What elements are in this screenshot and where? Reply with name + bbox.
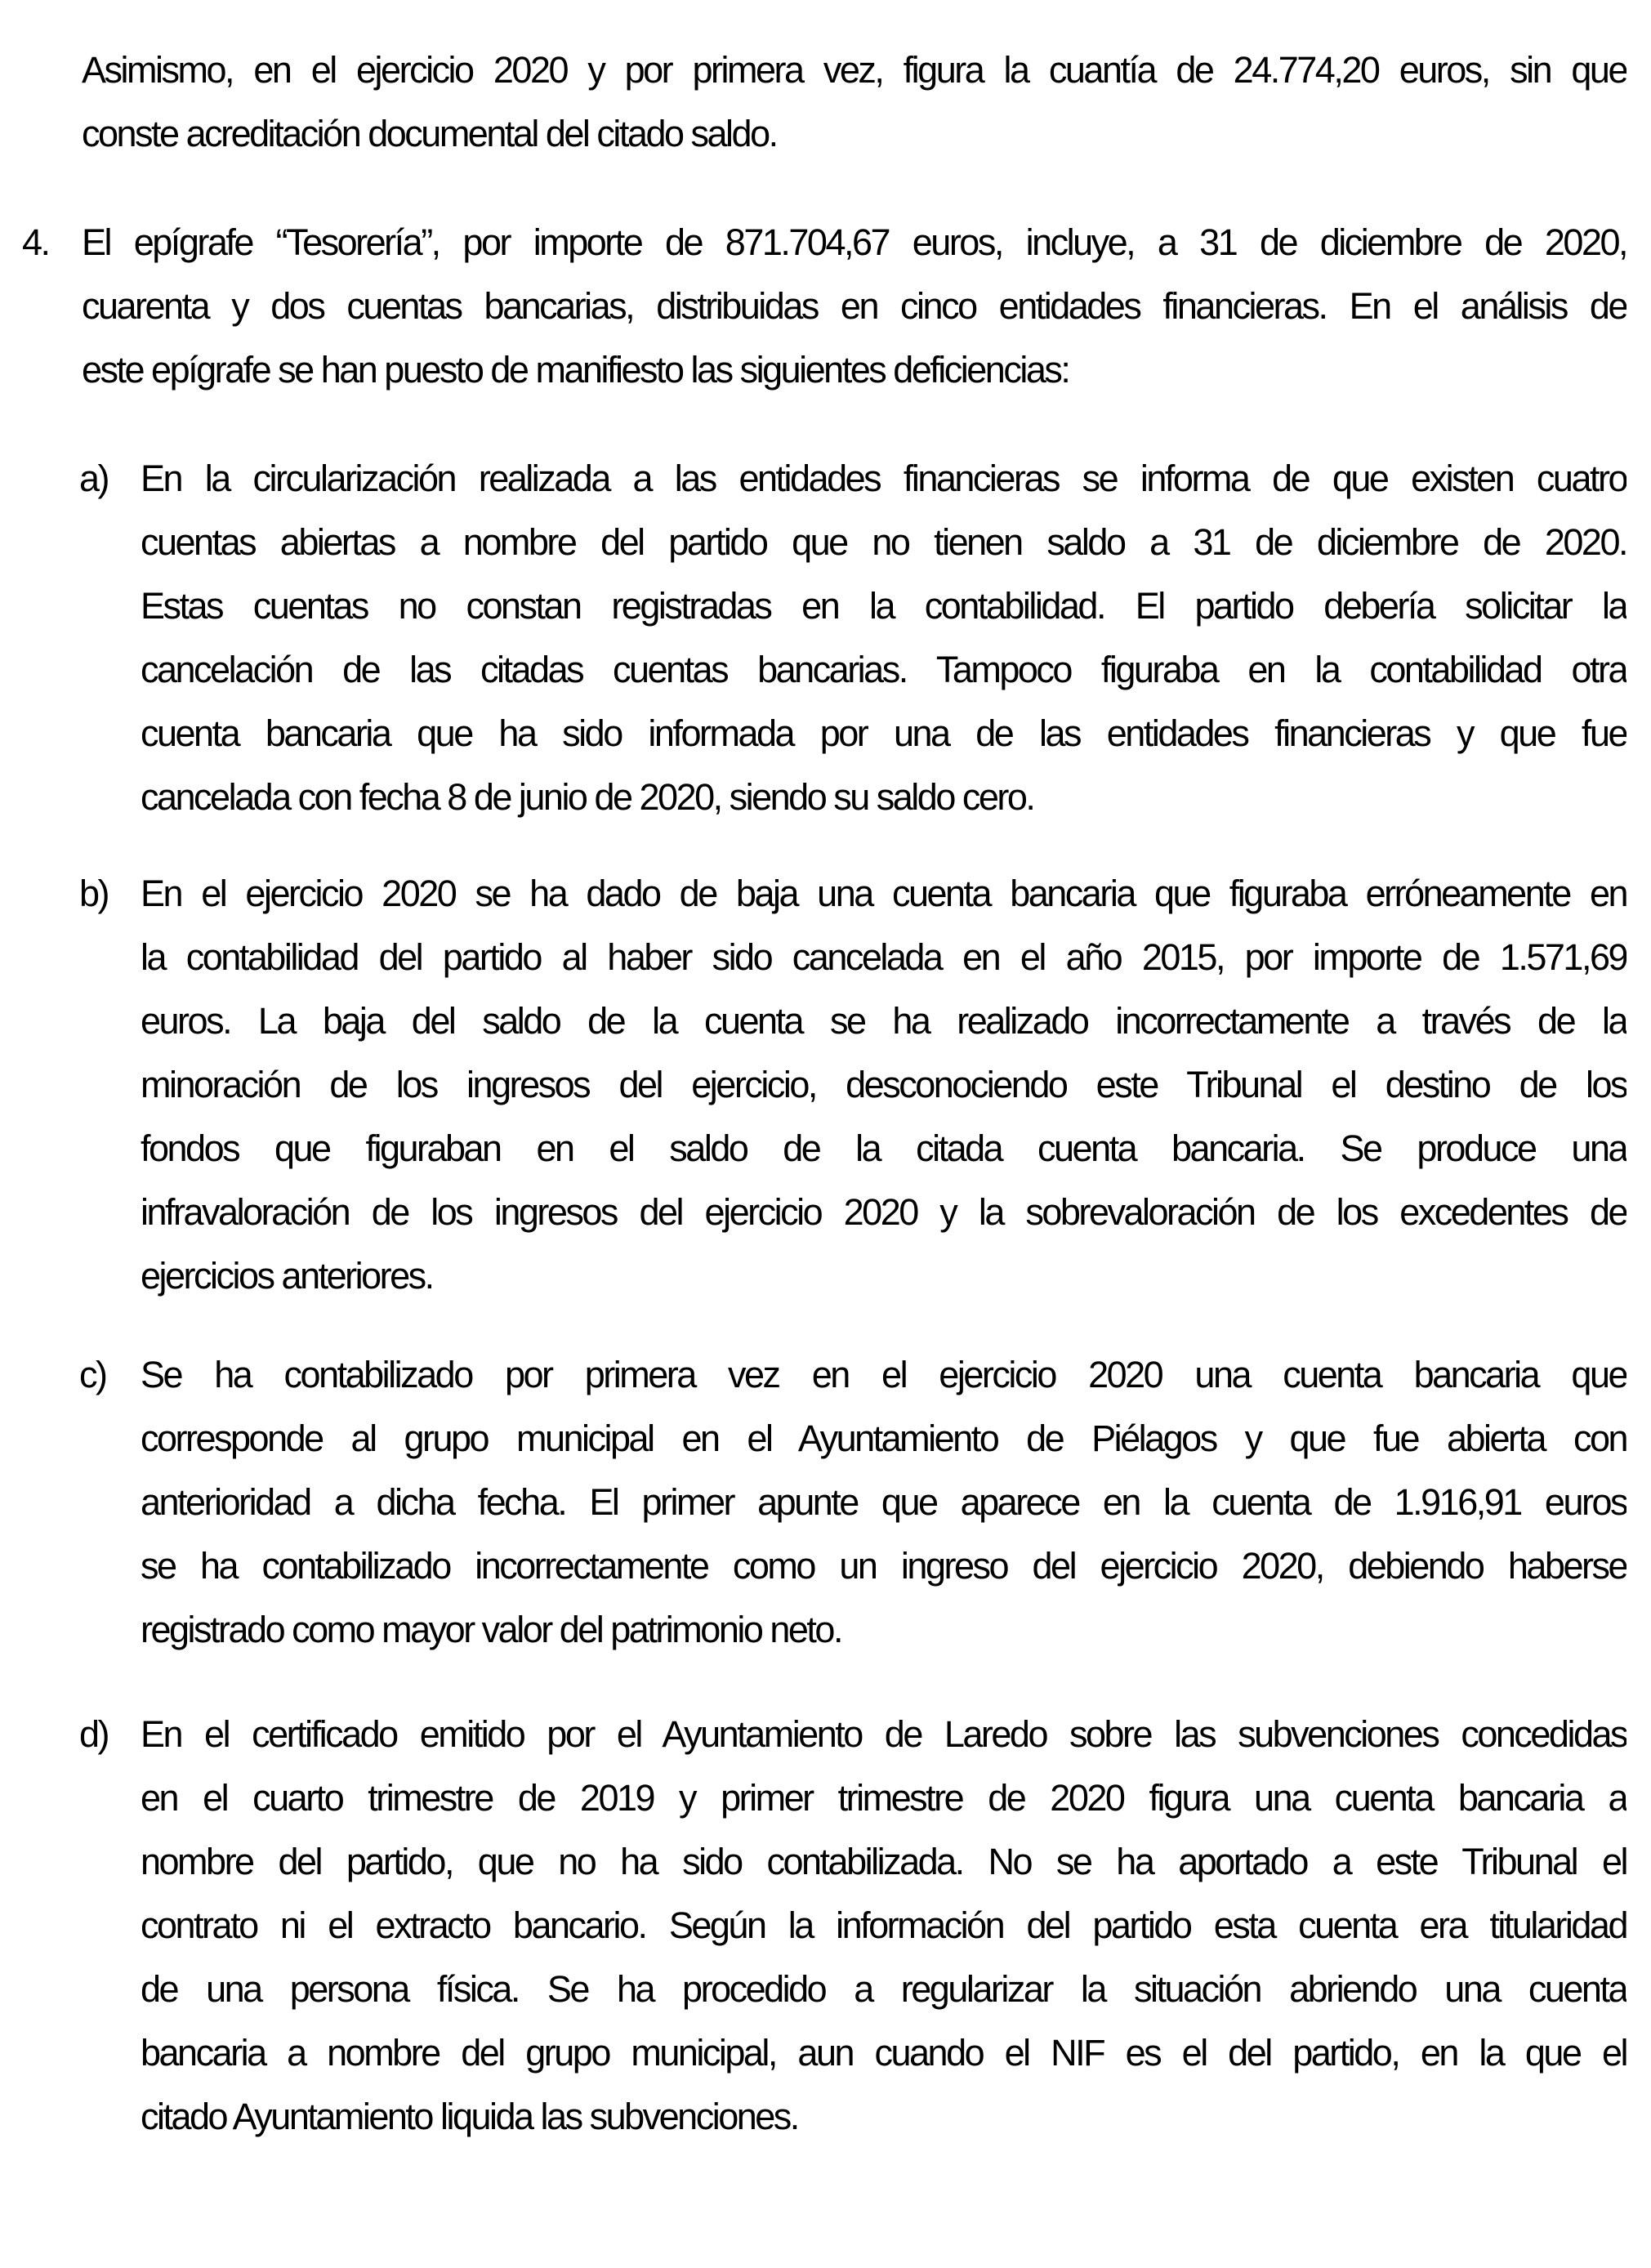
text-line: nombre del partido, que no ha sido contabilizada. No se ha aportado a este Tribunal el [141, 1841, 1626, 1882]
text-line: conste acreditación documental del citado saldo. [82, 113, 777, 154]
text-line: anterioridad a dicha fecha. El primer apunte que aparece en la cuenta de 1.916,91 euros [141, 1481, 1626, 1523]
list-item-4 [22, 211, 1626, 402]
text-line: citado Ayuntamiento liquida las subvenciones. [141, 2096, 798, 2137]
text-line: En el ejercicio 2020 se ha dado de baja una cuenta bancaria que figuraba erróneamente en [141, 873, 1626, 914]
subitem-a [79, 447, 1626, 829]
text-line: En la circularización realizada a las entidades financieras se informa de que existen cuatro [141, 458, 1626, 499]
text-line: cuarenta y dos cuentas bancarias, distribuidas en cinco entidades financieras. En el análisis de [82, 285, 1626, 327]
text-line: de una persona física. Se ha procedido a regularizar la situación abriendo una cuenta [141, 1968, 1626, 2010]
subitem-b [79, 862, 1626, 1308]
text-line: Asimismo, en el ejercicio 2020 y por primera vez, figura la cuantía de 24.774,20 euros, sin que [82, 49, 1626, 91]
text-line: ejercicios anteriores. [141, 1255, 433, 1297]
text-line: Estas cuentas no constan registradas en la contabilidad. El partido debería solicitar la [141, 585, 1626, 627]
item-letter: b) [79, 873, 109, 914]
text-line: cancelada con fecha 8 de junio de 2020, siendo su saldo cero. [141, 776, 1034, 818]
text-line: infravaloración de los ingresos del ejercicio 2020 y la sobrevaloración de los excedentes de [141, 1191, 1626, 1233]
text-line: cancelación de las citadas cuentas bancarias. Tampoco figuraba en la contabilidad otra [141, 649, 1626, 690]
item-letter: c) [79, 1354, 106, 1395]
intro-paragraph [82, 38, 1626, 166]
text-line: cuenta bancaria que ha sido informada por una de las entidades financieras y que fue [141, 712, 1626, 754]
text-line: contrato ni el extracto bancario. Según la información del partido esta cuenta era titularidad [141, 1904, 1626, 1946]
text-line: Se ha contabilizado por primera vez en el ejercicio 2020 una cuenta bancaria que [141, 1354, 1626, 1395]
text-line: la contabilidad del partido al haber sido cancelada en el año 2015, por importe de 1.571,69 [141, 936, 1626, 978]
text-line: corresponde al grupo municipal en el Ayuntamiento de Piélagos y que fue abierta con [141, 1418, 1626, 1459]
text-line: minoración de los ingresos del ejercicio, desconociendo este Tribunal el destino de los [141, 1064, 1626, 1105]
item-letter: d) [79, 1713, 109, 1755]
text-line: se ha contabilizado incorrectamente como un ingreso del ejercicio 2020, debiendo haberse [141, 1545, 1626, 1587]
text-line: este epígrafe se han puesto de manifiesto las siguientes deficiencias: [82, 349, 1069, 391]
text-line: bancaria a nombre del grupo municipal, aun cuando el NIF es el del partido, en la que el [141, 2032, 1626, 2074]
subitem-d [79, 1703, 1626, 2149]
text-line: El epígrafe “Tesorería”, por importe de 871.704,67 euros, incluye, a 31 de diciembre de 2020, [82, 221, 1626, 263]
text-line: fondos que figuraban en el saldo de la citada cuenta bancaria. Se produce una [141, 1127, 1626, 1169]
text-line: en el cuarto trimestre de 2019 y primer trimestre de 2020 figura una cuenta bancaria a [141, 1777, 1626, 1819]
text-line: registrado como mayor valor del patrimonio neto. [141, 1609, 841, 1650]
text-line: En el certificado emitido por el Ayuntamiento de Laredo sobre las subvenciones concedidas [141, 1713, 1626, 1755]
item-letter: a) [79, 458, 109, 499]
text-line: euros. La baja del saldo de la cuenta se ha realizado incorrectamente a través de la [141, 1000, 1626, 1042]
text-line: cuentas abiertas a nombre del partido que no tienen saldo a 31 de diciembre de 2020. [141, 521, 1626, 563]
item-number: 4. [22, 221, 49, 263]
subitem-c [79, 1343, 1626, 1662]
